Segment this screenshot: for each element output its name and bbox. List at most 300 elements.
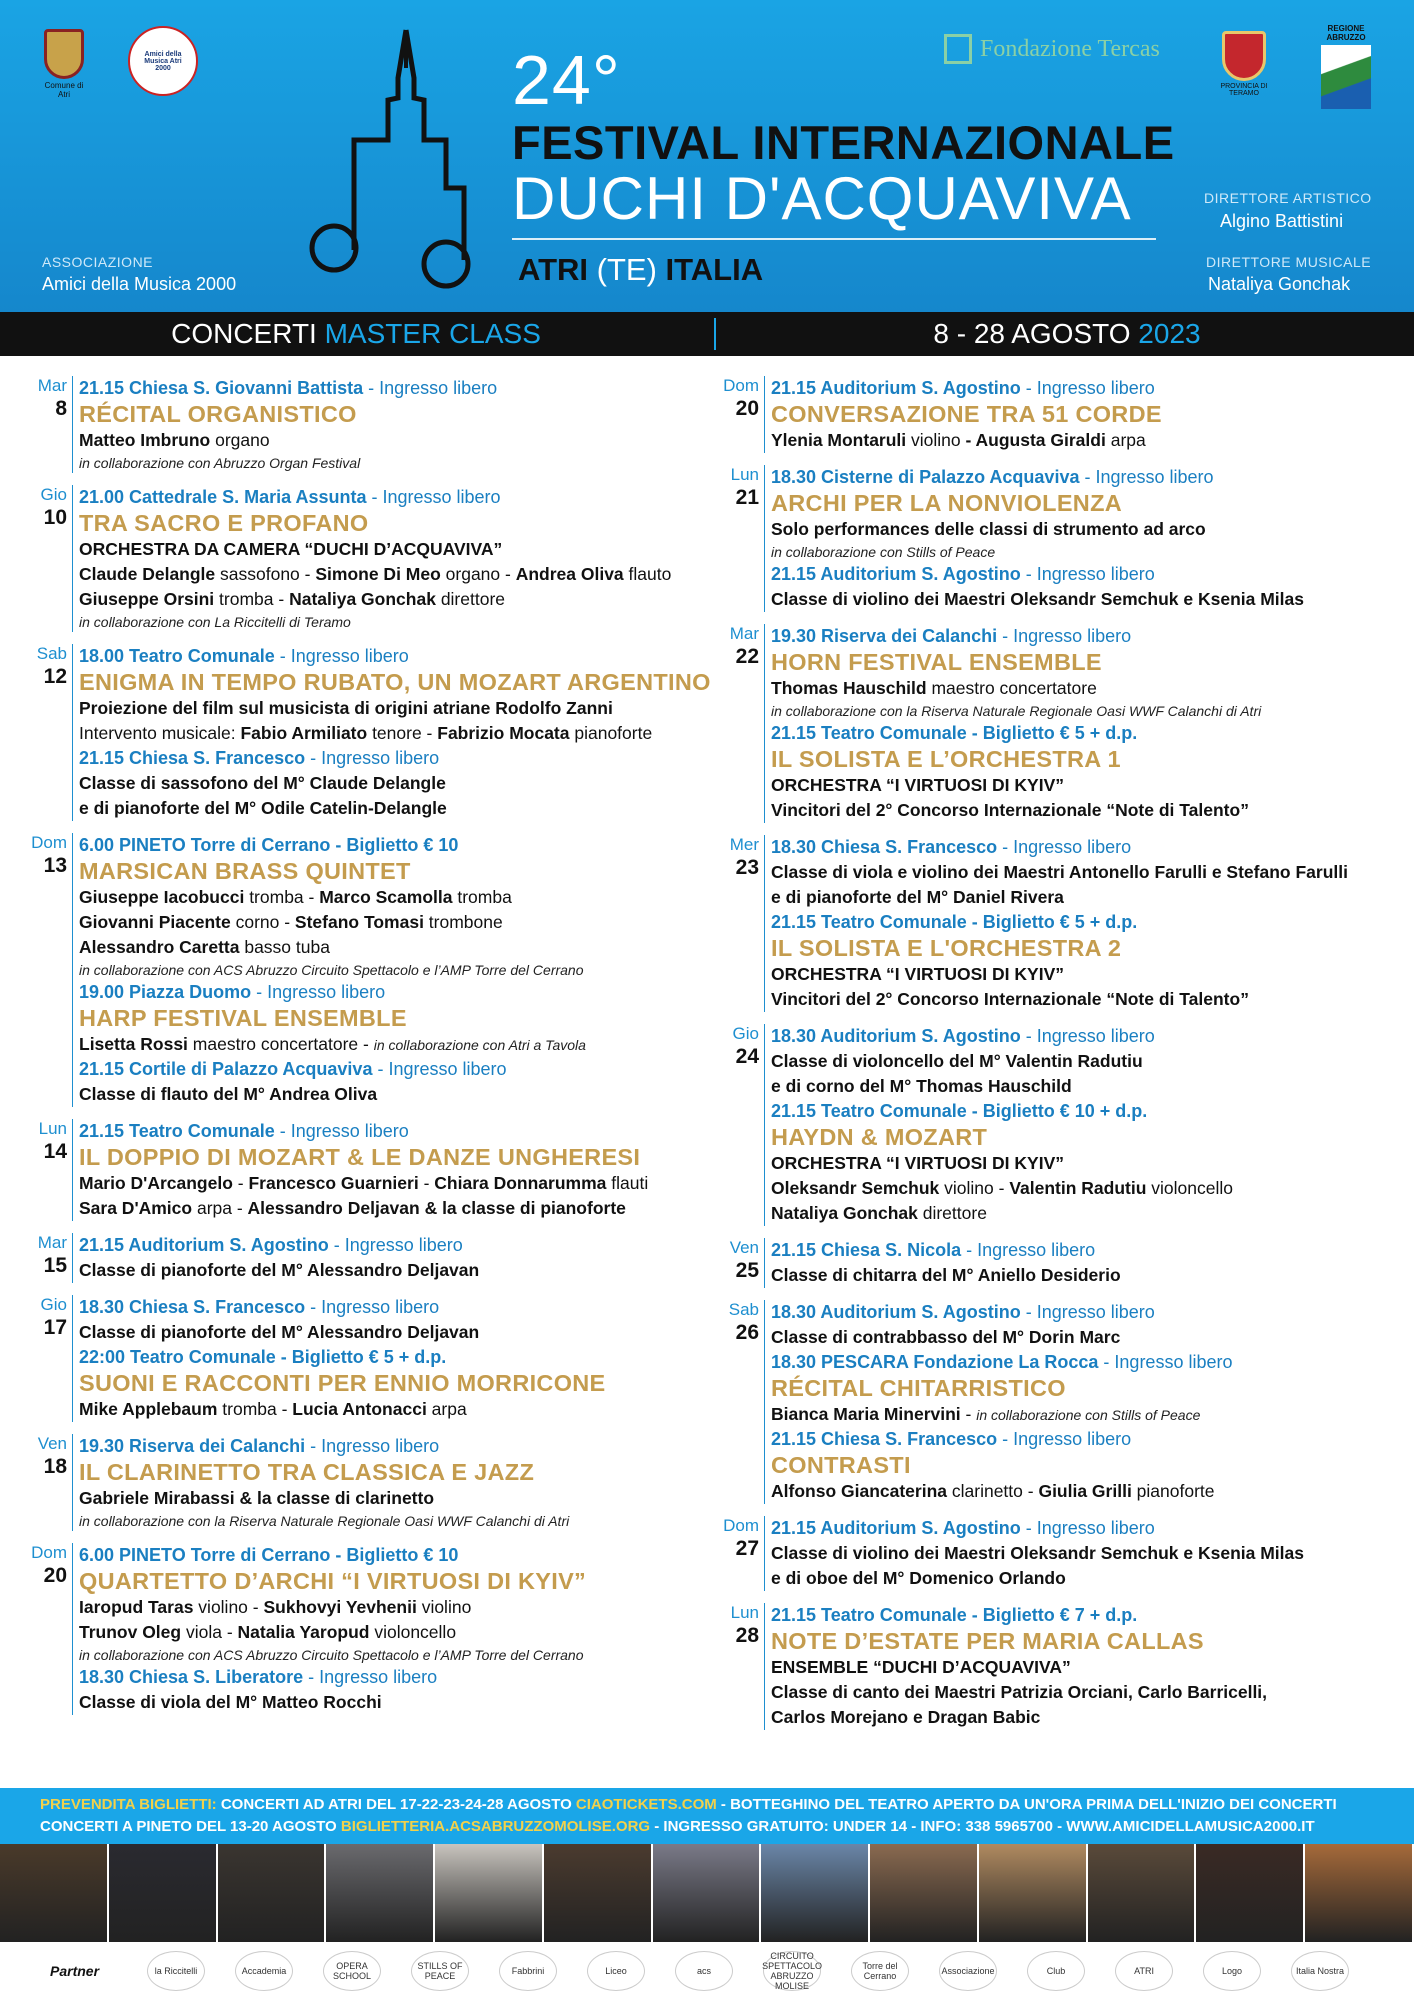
day-number: 15 <box>43 1254 67 1277</box>
performers-line <box>79 1397 704 1422</box>
event-venue-time <box>79 376 704 401</box>
event-venue-time <box>771 1427 1396 1452</box>
event-title: RÉCITAL CHITARRISTICO <box>771 1375 1066 1401</box>
performer-name: e di oboe del M° Domenico Orlando <box>771 1568 1066 1588</box>
performer-name: Giovanni Piacente <box>79 912 231 932</box>
entry-info: - Ingresso libero <box>1020 1026 1155 1046</box>
performer-name: Simone Di Meo <box>315 564 441 584</box>
day-name: Gio <box>40 1295 67 1314</box>
ticket-info-bar <box>0 1788 1414 1844</box>
entry-info: - Ingresso libero <box>1098 1352 1233 1372</box>
performer-role: tromba - <box>214 589 290 609</box>
performers-line <box>79 1171 704 1196</box>
place-country: ITALIA <box>665 252 764 287</box>
performers-line <box>771 1176 1396 1201</box>
performer-name: Andrea Oliva <box>515 564 624 584</box>
performer-name: ORCHESTRA “I VIRTUOSI DI KYIV” <box>771 1153 1064 1173</box>
event-venue-time <box>79 1345 704 1370</box>
performers-line <box>771 428 1396 453</box>
venue-name: 18.00 Teatro Comunale <box>79 646 275 666</box>
performers-line <box>79 1486 704 1511</box>
partner-logo: Associazione <box>939 1951 997 1991</box>
performers-line <box>79 885 704 910</box>
performers-line <box>771 885 1396 910</box>
performer-name: ORCHESTRA “I VIRTUOSI DI KYIV” <box>771 964 1064 984</box>
performer-name: Valentin Radutiu <box>1009 1178 1147 1198</box>
performer-name: Oleksandr Semchuk <box>771 1178 940 1198</box>
day-number: 8 <box>55 397 67 420</box>
event-venue-time <box>79 1057 704 1082</box>
day-name: Ven <box>729 1238 759 1257</box>
performer-role: violino - <box>939 1178 1010 1198</box>
provincia-label: PROVINCIA DI TERAMO <box>1220 83 1268 97</box>
entry-info: - Ingresso libero <box>997 837 1132 857</box>
event-title: ENIGMA IN TEMPO RUBATO, UN MOZART ARGENTINO <box>79 669 711 695</box>
amici-musica-logo-label: Amici della Musica Atri 2000 <box>144 50 182 72</box>
ciaotickets-link[interactable]: CIAOTICKETS.COM <box>575 1796 717 1813</box>
day-name: Mar <box>37 1233 67 1252</box>
performers-line <box>79 1082 704 1107</box>
performers-line <box>771 1074 1396 1099</box>
event-venue-time <box>771 835 1396 860</box>
venue-name: 21.15 Teatro Comunale - Biglietto € 10 + d.p. <box>771 1101 1148 1121</box>
day-number: 13 <box>43 854 67 877</box>
performer-name: Solo performances delle classi di strumento ad arco <box>771 519 1206 539</box>
performer-name: Classe di violino dei Maestri Oleksandr Semchuk e Ksenia Milas <box>771 589 1304 609</box>
performers-line <box>771 1049 1396 1074</box>
venue-name: 21.15 Auditorium S. Agostino <box>79 1235 329 1255</box>
performer-name: Giuseppe Iacobucci <box>79 887 245 907</box>
partner-label: Partner <box>50 1963 100 1979</box>
event-body <box>72 833 704 1107</box>
day-box <box>716 465 764 612</box>
performer-role: clarinetto - <box>947 1481 1039 1501</box>
performer-role: Intervento musicale: <box>79 723 241 743</box>
acs-ticket-link[interactable]: BIGLIETTERIA.ACSABRUZZOMOLISE.ORG <box>340 1818 651 1835</box>
entry-info: - Ingresso libero <box>1020 1518 1155 1538</box>
program-right-column <box>716 376 1396 1742</box>
entry-info: - Ingresso libero <box>305 1297 440 1317</box>
performers-line <box>79 771 711 796</box>
event-day <box>716 1024 1396 1226</box>
event-body <box>72 1543 704 1715</box>
partner-logo: CIRCUITO SPETTACOLO ABRUZZO MOLISE <box>762 1951 822 1991</box>
concert-photo <box>544 1844 653 1942</box>
performer-name: Classe di flauto del M° Andrea Oliva <box>79 1084 378 1104</box>
dates-year: 2023 <box>1138 318 1201 349</box>
performers-line <box>79 696 711 721</box>
event-day <box>24 1543 704 1715</box>
partner-logo: Accademia <box>235 1951 293 1991</box>
event-day <box>716 376 1396 453</box>
performer-role: arpa <box>1105 430 1146 450</box>
event-day <box>24 376 704 473</box>
performer-name: Vincitori del 2° Concorso Internazionale “Note di Talento” <box>771 800 1249 820</box>
performers-line <box>79 796 711 821</box>
venue-name: 18.30 PESCARA Fondazione La Rocca <box>771 1352 1099 1372</box>
performer-role: direttore <box>435 589 506 609</box>
day-box <box>716 1300 764 1504</box>
performers-line <box>771 1201 1396 1226</box>
venue-name: 21.15 Chiesa S. Francesco <box>771 1429 998 1449</box>
event-venue-time <box>771 721 1396 746</box>
event-day <box>716 1238 1396 1288</box>
day-name: Dom <box>31 833 67 852</box>
venue-name: 21.15 Chiesa S. Francesco <box>79 748 306 768</box>
day-name: Dom <box>723 1516 759 1535</box>
performer-name: e di pianoforte del M° Daniel Rivera <box>771 887 1064 907</box>
venue-name: 18.30 Chiesa S. Francesco <box>79 1297 306 1317</box>
performer-role: pianoforte <box>1131 1481 1215 1501</box>
festival-title-line2: DUCHI D'ACQUAVIVA <box>512 165 1132 232</box>
event-title: NOTE D’ESTATE PER MARIA CALLAS <box>771 1628 1204 1654</box>
event-day <box>24 485 704 632</box>
performer-role: tromba - <box>244 887 320 907</box>
event-venue-time <box>79 833 704 858</box>
event-venue-time <box>771 1024 1396 1049</box>
event-venue-time <box>771 624 1396 649</box>
collaboration-note: in collaborazione con la Riserva Naturale Regionale Oasi WWF Calanchi di Atri <box>771 703 1262 719</box>
entry-info: - Ingresso libero <box>1020 1302 1155 1322</box>
bar-separator <box>714 318 716 350</box>
collaboration-note: in collaborazione con Stills of Peace <box>771 544 996 560</box>
day-box <box>716 835 764 1012</box>
event-day <box>24 1295 704 1422</box>
partner-logo: la Riccitelli <box>147 1951 205 1991</box>
performer-name: Alessandro Caretta <box>79 937 240 957</box>
event-day <box>24 1434 704 1531</box>
venue-name: 21.15 Teatro Comunale - Biglietto € 5 + d.p. <box>771 912 1138 932</box>
day-box <box>24 1295 72 1422</box>
venue-name: 19.00 Piazza Duomo <box>79 982 252 1002</box>
venue-name: 21.15 Auditorium S. Agostino <box>771 1518 1021 1538</box>
performers-line <box>79 1032 704 1057</box>
performer-name: Thomas Hauschild <box>771 678 927 698</box>
venue-name: 6.00 PINETO Torre di Cerrano - Biglietto € 10 <box>79 1545 459 1565</box>
performer-role: flauto <box>623 564 672 584</box>
event-body <box>764 465 1396 612</box>
event-body <box>72 1295 704 1422</box>
place-province: (TE) <box>596 252 657 287</box>
event-day <box>24 1233 704 1283</box>
event-body <box>764 835 1396 1012</box>
day-number: 24 <box>735 1045 759 1068</box>
day-box <box>24 1543 72 1715</box>
performer-name: Classe di contrabbasso del M° Dorin Marc <box>771 1327 1121 1347</box>
performer-name: Classe di violino dei Maestri Oleksandr Semchuk e Ksenia Milas <box>771 1543 1304 1563</box>
concert-photo <box>1196 1844 1305 1942</box>
performers-line <box>771 1680 1396 1705</box>
performer-role: basso tuba <box>239 937 330 957</box>
performer-name: Classe di chitarra del M° Aniello Desiderio <box>771 1265 1121 1285</box>
day-number: 23 <box>735 856 759 879</box>
event-title: HAYDN & MOZART <box>771 1124 988 1150</box>
performers-line <box>771 1655 1396 1680</box>
performer-role: corno - <box>230 912 295 932</box>
partner-logo: Italia Nostra <box>1291 1951 1349 1991</box>
day-number: 25 <box>735 1259 759 1282</box>
performer-name: Giuseppe Orsini <box>79 589 215 609</box>
artistic-director-value: Algino Battistini <box>1220 211 1344 231</box>
performer-role: flauti <box>606 1173 649 1193</box>
venue-name: 18.30 Chiesa S. Francesco <box>771 837 998 857</box>
performer-role: sassofono - <box>215 564 316 584</box>
performers-line <box>79 1620 704 1645</box>
partner-logo: Fabbrini <box>499 1951 557 1991</box>
day-name: Mar <box>729 624 759 643</box>
event-venue-time <box>79 1434 704 1459</box>
day-number: 10 <box>43 506 67 529</box>
entry-info: - Ingresso libero <box>961 1240 1096 1260</box>
event-title: CONTRASTI <box>771 1452 911 1478</box>
tower-note-graphic <box>296 28 486 290</box>
photo-strip <box>0 1844 1414 1942</box>
comune-atri-logo <box>40 22 88 106</box>
info-text: - INGRESSO GRATUITO: UNDER 14 - INFO: 338 5965700 - WWW.AMICIDELLAMUSICA2000.IT <box>650 1818 1315 1835</box>
day-name: Dom <box>723 376 759 395</box>
concert-photo <box>326 1844 435 1942</box>
partner-logo: ATRI <box>1115 1951 1173 1991</box>
performer-role: violoncello <box>1146 1178 1233 1198</box>
event-venue-time <box>771 910 1396 935</box>
day-number: 26 <box>735 1321 759 1344</box>
musical-director-value: Nataliya Gonchak <box>1208 274 1351 294</box>
day-number: 28 <box>735 1624 759 1647</box>
performer-name: ENSEMBLE “DUCHI D’ACQUAVIVA” <box>771 1657 1071 1677</box>
performer-name: Lisetta Rossi <box>79 1034 188 1054</box>
day-number: 22 <box>735 645 759 668</box>
inline-note: in collaborazione con Stills of Peace <box>976 1407 1201 1423</box>
venue-name: 22:00 Teatro Comunale - Biglietto € 5 + d.p. <box>79 1347 447 1367</box>
event-venue-time <box>771 465 1396 490</box>
entry-info: - Ingresso libero <box>305 748 440 768</box>
partner-logo: Liceo <box>587 1951 645 1991</box>
entry-info: - Ingresso libero <box>303 1667 438 1687</box>
day-box <box>24 1434 72 1531</box>
performer-role: arpa - <box>192 1198 248 1218</box>
event-venue-time <box>79 1665 704 1690</box>
day-number: 20 <box>735 397 759 420</box>
event-body <box>764 1516 1396 1591</box>
event-venue-time <box>771 1238 1396 1263</box>
performer-name: Vincitori del 2° Concorso Internazionale “Note di Talento” <box>771 989 1249 1009</box>
performers-line <box>771 1325 1396 1350</box>
event-day <box>24 644 711 821</box>
performer-name: Sara D'Amico <box>79 1198 193 1218</box>
performers-line <box>771 1479 1396 1504</box>
event-venue-time <box>771 1350 1396 1375</box>
performer-name: Classe di viola e violino dei Maestri Antonello Farulli e Stefano Farulli <box>771 862 1348 882</box>
performer-role: tenore - <box>367 723 438 743</box>
performer-role: trombone <box>423 912 503 932</box>
event-body <box>764 376 1396 453</box>
concert-photo <box>109 1844 218 1942</box>
partner-logo: Torre del Cerrano <box>851 1951 909 1991</box>
inline-note: in collaborazione con Atri a Tavola <box>373 1037 586 1053</box>
performer-name: Gabriele Mirabassi & la classe di clarinetto <box>79 1488 435 1508</box>
event-title: RÉCITAL ORGANISTICO <box>79 401 357 427</box>
performer-role: pianoforte <box>569 723 653 743</box>
presale-text: CONCERTI AD ATRI DEL 17-22-23-24-28 AGOSTO <box>216 1796 576 1813</box>
performers-line <box>79 1595 704 1620</box>
day-number: 27 <box>735 1537 759 1560</box>
collaboration-note: in collaborazione con Abruzzo Organ Festival <box>79 455 361 471</box>
event-day <box>716 465 1396 612</box>
entry-info: - Ingresso libero <box>366 487 501 507</box>
partner-logo: Logo <box>1203 1951 1261 1991</box>
concert-photo <box>435 1844 544 1942</box>
event-venue-time <box>771 376 1396 401</box>
master-class-label: MASTER CLASS <box>324 318 541 349</box>
performers-line <box>771 1705 1396 1730</box>
collaboration-note: in collaborazione con ACS Abruzzo Circuito Spettacolo e l’AMP Torre del Cerrano <box>79 962 584 978</box>
performers-line <box>79 1690 704 1715</box>
performer-name: Proiezione del film sul musicista di origini atriane Rodolfo Zanni <box>79 698 613 718</box>
event-venue-time <box>79 980 704 1005</box>
performers-line <box>771 1263 1396 1288</box>
performer-name: Chiara Donnarumma <box>434 1173 607 1193</box>
performer-name: Classe di violoncello del M° Valentin Radutiu <box>771 1051 1143 1071</box>
performer-name: Mario D'Arcangelo <box>79 1173 233 1193</box>
event-title: CONVERSAZIONE TRA 51 CORDE <box>771 401 1162 427</box>
event-body <box>764 1238 1396 1288</box>
performer-role: maestro concertatore - <box>187 1034 374 1054</box>
performer-name: Iaropud Taras <box>79 1597 194 1617</box>
event-day <box>716 1300 1396 1504</box>
event-venue-time <box>79 1295 704 1320</box>
performers-line <box>79 1258 704 1283</box>
day-number: 20 <box>43 1564 67 1587</box>
event-body <box>764 1300 1396 1504</box>
performers-line <box>771 962 1396 987</box>
performer-name: Stefano Tomasi <box>294 912 424 932</box>
venue-name: 19.30 Riserva dei Calanchi <box>771 626 998 646</box>
day-box <box>24 644 72 821</box>
venue-name: 18.30 Auditorium S. Agostino <box>771 1302 1021 1322</box>
event-title: ARCHI PER LA NONVIOLENZA <box>771 490 1123 516</box>
event-body <box>72 644 711 821</box>
day-name: Sab <box>36 644 67 663</box>
day-name: Gio <box>40 485 67 504</box>
performer-role: violino <box>906 430 966 450</box>
association-label: ASSOCIAZIONE <box>42 254 154 270</box>
event-title: IL DOPPIO DI MOZART & LE DANZE UNGHERESI <box>79 1144 641 1170</box>
performers-line <box>771 860 1396 885</box>
regione-label: REGIONE ABRUZZO <box>1326 23 1366 42</box>
performers-line <box>771 587 1396 612</box>
event-title: TRA SACRO E PROFANO <box>79 510 369 536</box>
event-title: SUONI E RACCONTI PER ENNIO MORRICONE <box>79 1370 606 1396</box>
performer-role: tromba <box>452 887 512 907</box>
event-body <box>72 485 704 632</box>
performer-name: e di pianoforte del M° Odile Catelin-Delangle <box>79 798 447 818</box>
artistic-director-label: DIRETTORE ARTISTICO <box>1204 190 1372 206</box>
event-title: HORN FESTIVAL ENSEMBLE <box>771 649 1102 675</box>
performer-role: violino <box>416 1597 472 1617</box>
performer-name: ORCHESTRA DA CAMERA “DUCHI D’ACQUAVIVA” <box>79 539 503 559</box>
day-name: Dom <box>31 1543 67 1562</box>
entry-info: - Ingresso libero <box>1020 564 1155 584</box>
concert-photo <box>1088 1844 1197 1942</box>
entry-info: - Ingresso libero <box>372 1059 507 1079</box>
day-box <box>716 1603 764 1730</box>
concerti-label: CONCERTI <box>171 318 317 349</box>
performer-name: Classe di canto dei Maestri Patrizia Orciani, Carlo Barricelli, <box>771 1682 1268 1702</box>
performer-name: e di corno del M° Thomas Hauschild <box>771 1076 1072 1096</box>
performer-name: Sukhovyi Yevhenii <box>263 1597 417 1617</box>
day-box <box>716 1238 764 1288</box>
day-name: Ven <box>37 1434 67 1453</box>
event-venue-time <box>771 1603 1396 1628</box>
performer-name: Claude Delangle <box>79 564 216 584</box>
concert-photo <box>1305 1844 1414 1942</box>
day-box <box>24 1233 72 1283</box>
performer-name: Matteo Imbruno <box>79 430 211 450</box>
event-body <box>72 1434 704 1531</box>
performer-role: viola - <box>181 1622 238 1642</box>
program-left-column <box>24 376 711 1727</box>
event-body <box>764 624 1396 823</box>
day-box <box>24 833 72 1107</box>
event-title: IL SOLISTA E L’ORCHESTRA 1 <box>771 746 1121 772</box>
day-box <box>716 624 764 823</box>
venue-name: 18.30 Auditorium S. Agostino <box>771 1026 1021 1046</box>
performers-line <box>79 562 704 587</box>
performer-name: Trunov Oleg <box>79 1622 182 1642</box>
performer-name: Marco Scamolla <box>319 887 453 907</box>
event-body <box>72 376 704 473</box>
day-number: 17 <box>43 1316 67 1339</box>
entry-info: - Ingresso libero <box>305 1436 440 1456</box>
performers-line <box>771 798 1396 823</box>
festival-place <box>518 252 763 288</box>
venue-name: 6.00 PINETO Torre di Cerrano - Biglietto € 10 <box>79 835 459 855</box>
performer-name: Fabio Armiliato <box>240 723 368 743</box>
performer-name: Alessandro Deljavan & la classe di pianoforte <box>247 1198 626 1218</box>
concert-photo <box>218 1844 327 1942</box>
event-body <box>764 1603 1396 1730</box>
event-venue-time <box>79 485 704 510</box>
performer-name: Nataliya Gonchak <box>771 1203 918 1223</box>
collaboration-note: in collaborazione con ACS Abruzzo Circuito Spettacolo e l’AMP Torre del Cerrano <box>79 1647 584 1663</box>
day-number: 21 <box>735 486 759 509</box>
performer-name: Classe di viola del M° Matteo Rocchi <box>79 1692 382 1712</box>
performer-role: - <box>232 1173 249 1193</box>
pineto-text: CONCERTI A PINETO DEL 13-20 AGOSTO <box>40 1818 341 1835</box>
performers-line <box>79 910 704 935</box>
venue-name: 21.15 Teatro Comunale - Biglietto € 5 + d.p. <box>771 723 1138 743</box>
performer-name: Francesco Guarnieri <box>248 1173 419 1193</box>
performer-name: Giulia Grilli <box>1038 1481 1132 1501</box>
performer-name: Classe di sassofono del M° Claude Delangle <box>79 773 446 793</box>
event-body <box>764 1024 1396 1226</box>
venue-name: 18.30 Cisterne di Palazzo Acquaviva <box>771 467 1080 487</box>
partner-logo: STILLS OF PEACE <box>411 1951 469 1991</box>
event-venue-time <box>771 1300 1396 1325</box>
event-venue-time <box>79 746 711 771</box>
event-day <box>716 1603 1396 1730</box>
fondazione-tercas-logo <box>944 34 1160 64</box>
musical-director-label: DIRETTORE MUSICALE <box>1206 254 1372 270</box>
performer-role: direttore <box>917 1203 987 1223</box>
performer-name: Classe di pianoforte del M° Alessandro Deljavan <box>79 1322 480 1342</box>
performers-line <box>79 935 704 960</box>
entry-info: - Ingresso libero <box>997 626 1132 646</box>
performer-name: ORCHESTRA “I VIRTUOSI DI KYIV” <box>771 775 1064 795</box>
venue-name: 21.15 Chiesa S. Giovanni Battista <box>79 378 364 398</box>
box-office-text: - BOTTEGHINO DEL TEATRO APERTO DA UN'ORA PRIMA DELL'INIZIO DEI CONCERTI <box>716 1796 1337 1813</box>
performers-line <box>79 428 704 453</box>
